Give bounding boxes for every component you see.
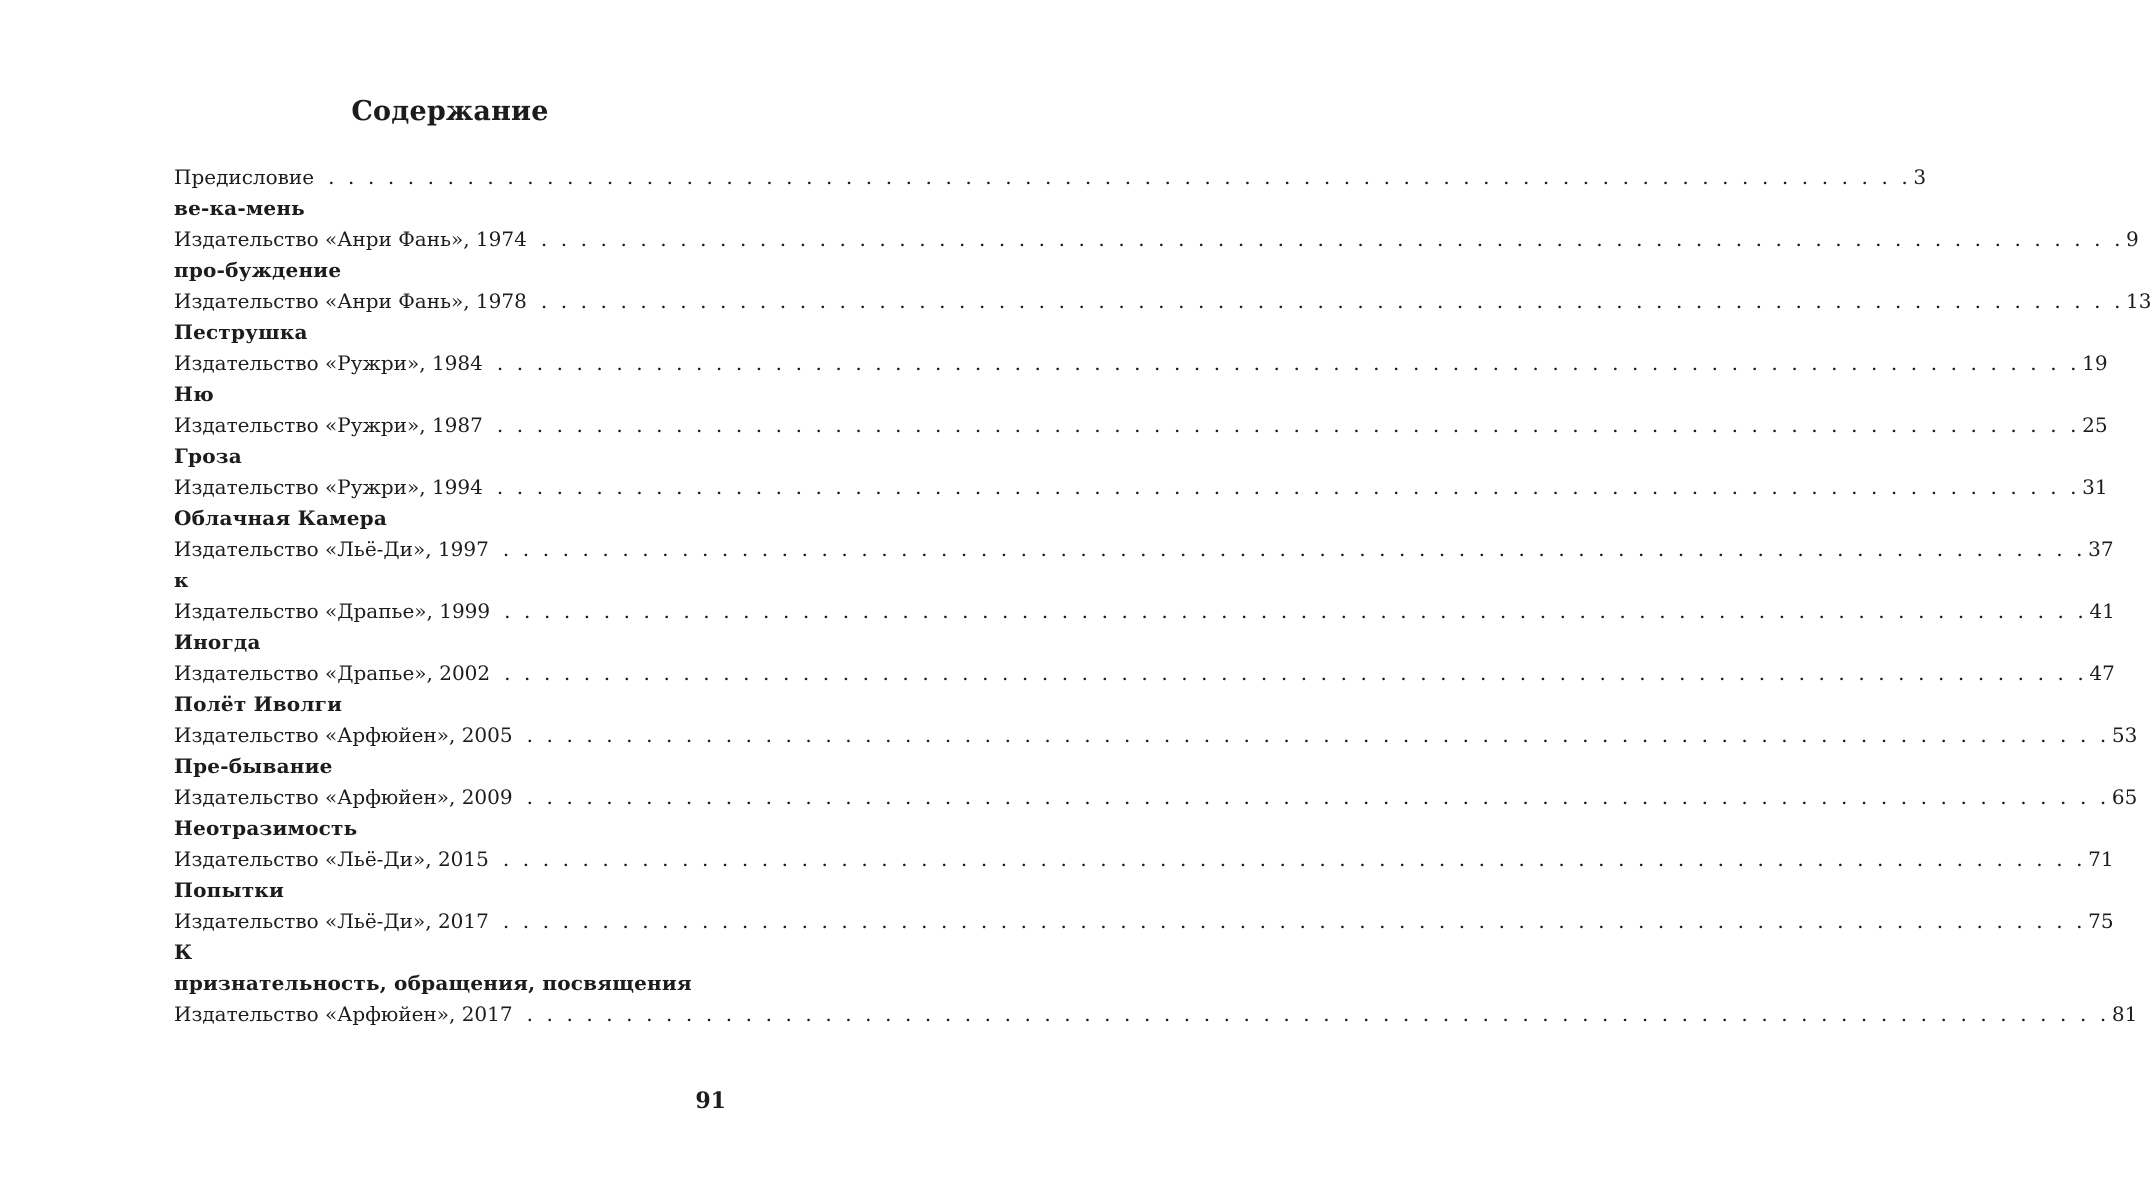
toc-entry [174,224,2139,255]
toc-entry-label: Предисловие [174,165,315,189]
toc-entry-label: Издательство «Льё-Ди», 2017 [174,909,489,933]
dot-leader: . . . . . . . . . . . . . . . . . . . . . . . . . . . . . . . . . . . . . . . . . . . . . . . . . . . . . . . . . . . . . . . . . . . . . . . . . . . . . . . . [328,165,1912,189]
toc-section-heading: Иногда [174,630,261,654]
toc-entry-page: 71 [2088,847,2114,871]
page-number: 91 [695,1088,726,1114]
toc-entry-page: 31 [2082,475,2108,499]
dot-leader: . . . . . . . . . . . . . . . . . . . . . . . . . . . . . . . . . . . . . . . . . . . . . . . . . . . . . . . . . . . . . . . . . . . . . . . . . . . . . . . . [504,661,2088,685]
toc-entry-label: Издательство «Льё-Ди», 2015 [174,847,489,871]
toc-entry-page: 37 [2088,537,2114,561]
toc-section-heading: ве-ка-мень [174,196,305,220]
dot-leader: . . . . . . . . . . . . . . . . . . . . . . . . . . . . . . . . . . . . . . . . . . . . . . . . . . . . . . . . . . . . . . . . . . . . . . . . . . . . . . . . [502,537,2087,561]
toc-entry-label: Издательство «Анри Фань», 1978 [174,289,527,313]
toc-entry [174,534,2114,565]
toc-entry [174,286,2152,317]
toc-entry-page: 9 [2126,227,2139,251]
toc-entry [174,782,2138,813]
dot-leader: . . . . . . . . . . . . . . . . . . . . . . . . . . . . . . . . . . . . . . . . . . . . . . . . . . . . . . . . . . . . . . . . . . . . . . . . . . . . . . . . [540,289,2125,313]
toc-entry-page: 47 [2089,661,2115,685]
toc-entry-label: Издательство «Анри Фань», 1974 [174,227,527,251]
toc-section-heading: Облачная Камера [174,506,387,530]
dot-leader: . . . . . . . . . . . . . . . . . . . . . . . . . . . . . . . . . . . . . . . . . . . . . . . . . . . . . . . . . . . . . . . . . . . . . . . . . . . . . . . . [526,723,2110,747]
dot-leader: . . . . . . . . . . . . . . . . . . . . . . . . . . . . . . . . . . . . . . . . . . . . . . . . . . . . . . . . . . . . . . . . . . . . . . . . . . . . . . . . [526,1002,2110,1026]
toc-entry [174,410,2108,441]
toc-entry-page: 53 [2111,723,2138,747]
toc-entry-page: 81 [2111,1002,2138,1026]
toc-entry-page: 65 [2111,785,2138,809]
toc-entry [174,720,2138,751]
dot-leader: . . . . . . . . . . . . . . . . . . . . . . . . . . . . . . . . . . . . . . . . . . . . . . . . . . . . . . . . . . . . . . . . . . . . . . . . . . . . . . . . [496,351,2081,375]
toc-section-heading: про-буждение [174,258,342,282]
toc-section-heading: Полёт Иволги [174,692,343,716]
page-title: Содержание [351,96,549,127]
toc-section-heading: к [174,568,189,592]
toc-entry [174,162,1927,193]
toc-entry [174,999,2138,1030]
toc-entry-label: Издательство «Ружри», 1994 [174,475,483,499]
toc-entry [174,658,2115,689]
dot-leader: . . . . . . . . . . . . . . . . . . . . . . . . . . . . . . . . . . . . . . . . . . . . . . . . . . . . . . . . . . . . . . . . . . . . . . . . . . . . . . . . [502,909,2087,933]
toc-entry-label: Издательство «Льё-Ди», 1997 [174,537,489,561]
toc-section-heading: Пеструшка [174,320,308,344]
toc-entry [174,596,2115,627]
toc-entry-label: Издательство «Арфюйен», 2005 [174,723,513,747]
toc-section-heading: Пре-бывание [174,754,333,778]
toc-section-heading: К [174,940,193,964]
toc-entry [174,348,2108,379]
table-of-contents [174,162,2152,1030]
toc-entry-label: Издательство «Арфюйен», 2009 [174,785,513,809]
toc-entry-label: Издательство «Драпье», 2002 [174,661,491,685]
toc-section-heading: Неотразимость [174,816,358,840]
dot-leader: . . . . . . . . . . . . . . . . . . . . . . . . . . . . . . . . . . . . . . . . . . . . . . . . . . . . . . . . . . . . . . . . . . . . . . . . . . . . . . . . [496,475,2081,499]
dot-leader: . . . . . . . . . . . . . . . . . . . . . . . . . . . . . . . . . . . . . . . . . . . . . . . . . . . . . . . . . . . . . . . . . . . . . . . . . . . . . . . . [540,227,2125,251]
dot-leader: . . . . . . . . . . . . . . . . . . . . . . . . . . . . . . . . . . . . . . . . . . . . . . . . . . . . . . . . . . . . . . . . . . . . . . . . . . . . . . . . [526,785,2110,809]
dot-leader: . . . . . . . . . . . . . . . . . . . . . . . . . . . . . . . . . . . . . . . . . . . . . . . . . . . . . . . . . . . . . . . . . . . . . . . . . . . . . . . . [502,847,2087,871]
toc-entry-label: Издательство «Ружри», 1987 [174,413,483,437]
toc-entry-label: Издательство «Ружри», 1984 [174,351,483,375]
toc-entry [174,472,2108,503]
dot-leader: . . . . . . . . . . . . . . . . . . . . . . . . . . . . . . . . . . . . . . . . . . . . . . . . . . . . . . . . . . . . . . . . . . . . . . . . . . . . . . . . [496,413,2081,437]
toc-section-heading: признательность, обращения, посвящения [174,971,692,995]
toc-entry-page: 19 [2082,351,2108,375]
toc-section-heading: Ню [174,382,214,406]
toc-entry-page: 41 [2089,599,2115,623]
dot-leader: . . . . . . . . . . . . . . . . . . . . . . . . . . . . . . . . . . . . . . . . . . . . . . . . . . . . . . . . . . . . . . . . . . . . . . . . . . . . . . . . [504,599,2088,623]
toc-entry-label: Издательство «Арфюйен», 2017 [174,1002,513,1026]
toc-entry-page: 75 [2088,909,2114,933]
toc-entry-label: Издательство «Драпье», 1999 [174,599,491,623]
toc-entry [174,906,2114,937]
toc-section-heading: Гроза [174,444,242,468]
toc-section-heading: Попытки [174,878,284,902]
toc-entry [174,844,2114,875]
toc-entry-page: 13 [2126,289,2152,313]
toc-entry-page: 25 [2082,413,2108,437]
toc-entry-page: 3 [1913,165,1927,189]
